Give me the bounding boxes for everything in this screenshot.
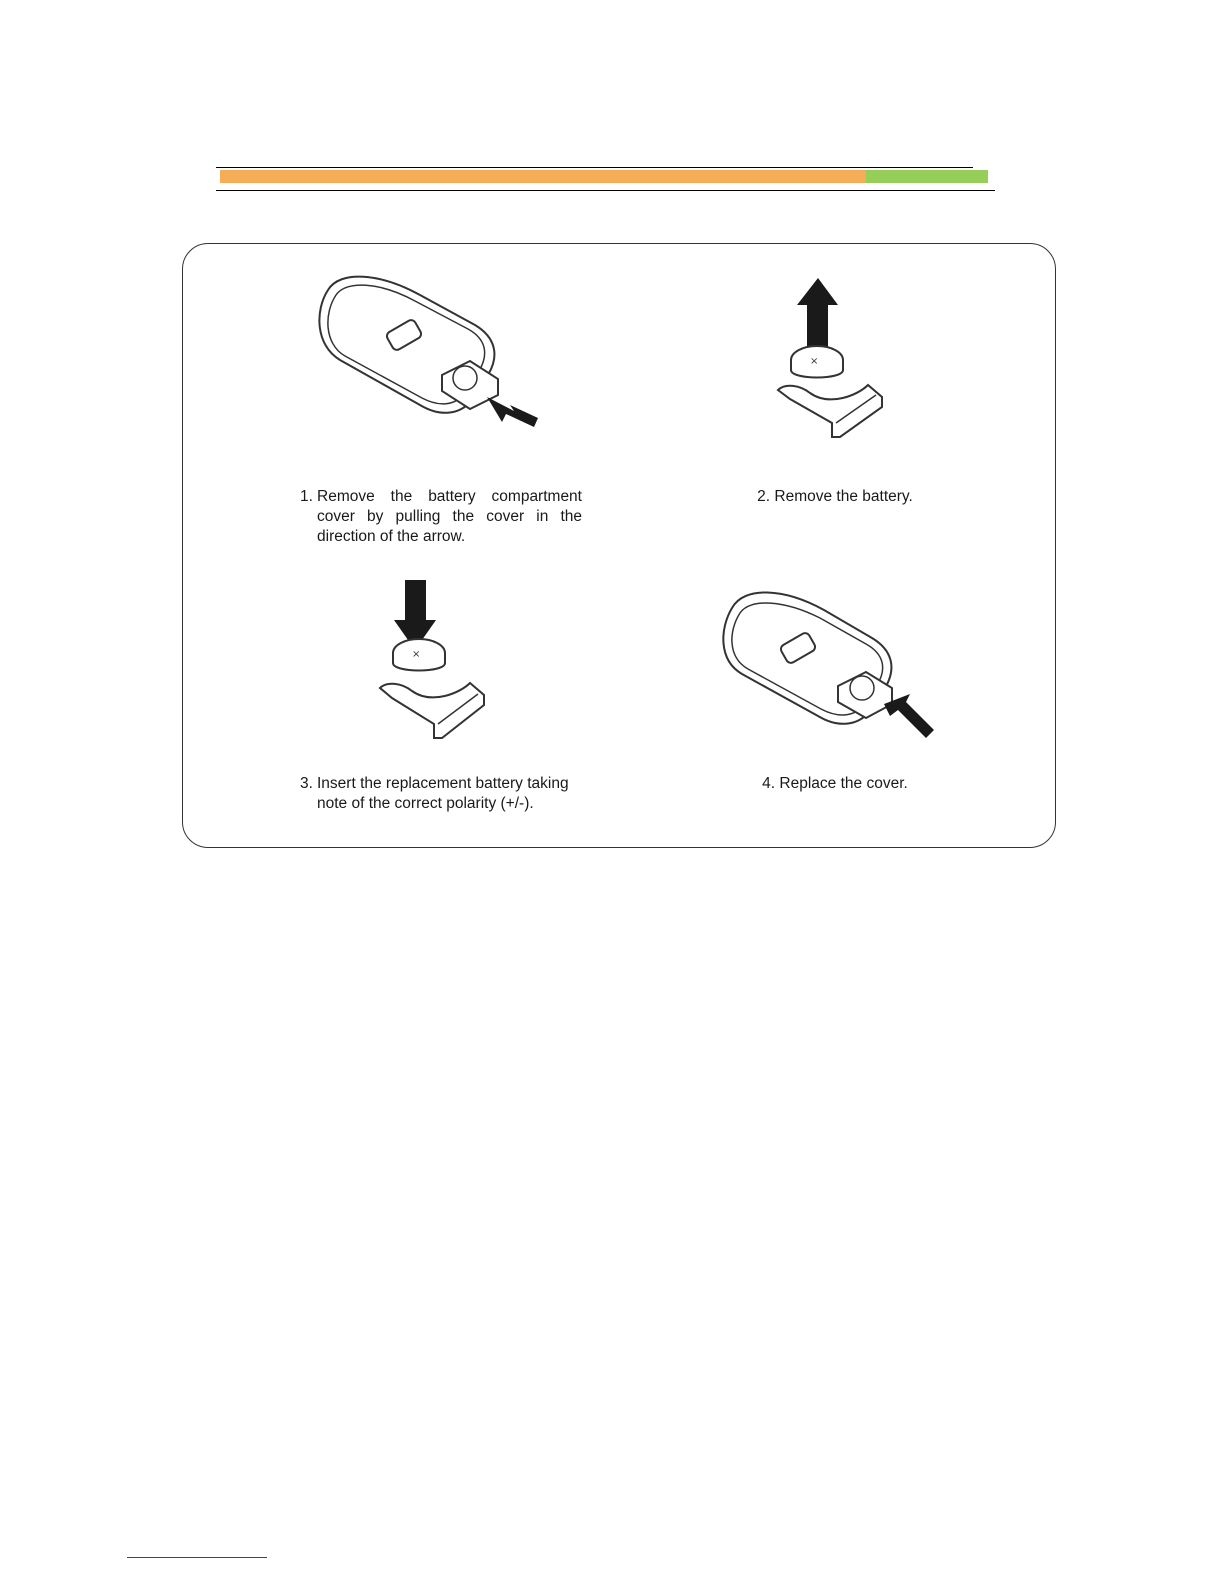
step-1-caption <box>300 487 582 547</box>
svg-text:×: × <box>412 649 421 660</box>
remote-pull-cover-icon <box>300 265 550 440</box>
step-3-text: Insert the replacement battery taking note of the correct polarity (+/-). <box>317 775 569 812</box>
battery-insert-icon <box>372 578 497 748</box>
step-2-caption <box>730 487 940 507</box>
header-bar-orange <box>220 170 866 183</box>
header-color-bar <box>220 170 988 183</box>
step-2-text: Remove the battery. <box>774 488 913 505</box>
header-bar-green <box>866 170 988 183</box>
step-2-number: 2. <box>757 488 771 505</box>
step-4-number: 4. <box>762 775 776 792</box>
step-4-illustration <box>712 578 947 748</box>
header-rule-bottom <box>216 190 995 191</box>
step-3-illustration <box>372 578 497 748</box>
header-rule-top <box>216 167 973 168</box>
step-4-text: Replace the cover. <box>779 775 908 792</box>
step-1-number: 1. <box>300 488 313 505</box>
step-1-illustration <box>300 265 550 440</box>
step-3-number: 3. <box>300 775 313 792</box>
step-2-illustration <box>770 275 890 450</box>
step-1-text: Remove the battery compartment cover by pulling the cover in the direction of the arrow. <box>317 488 582 545</box>
footer-link-underline <box>127 1557 267 1558</box>
svg-text:×: × <box>810 356 819 367</box>
battery-remove-icon <box>770 275 890 450</box>
step-3-caption <box>300 774 590 814</box>
step-4-caption <box>730 774 940 794</box>
remote-replace-cover-icon <box>712 578 947 748</box>
